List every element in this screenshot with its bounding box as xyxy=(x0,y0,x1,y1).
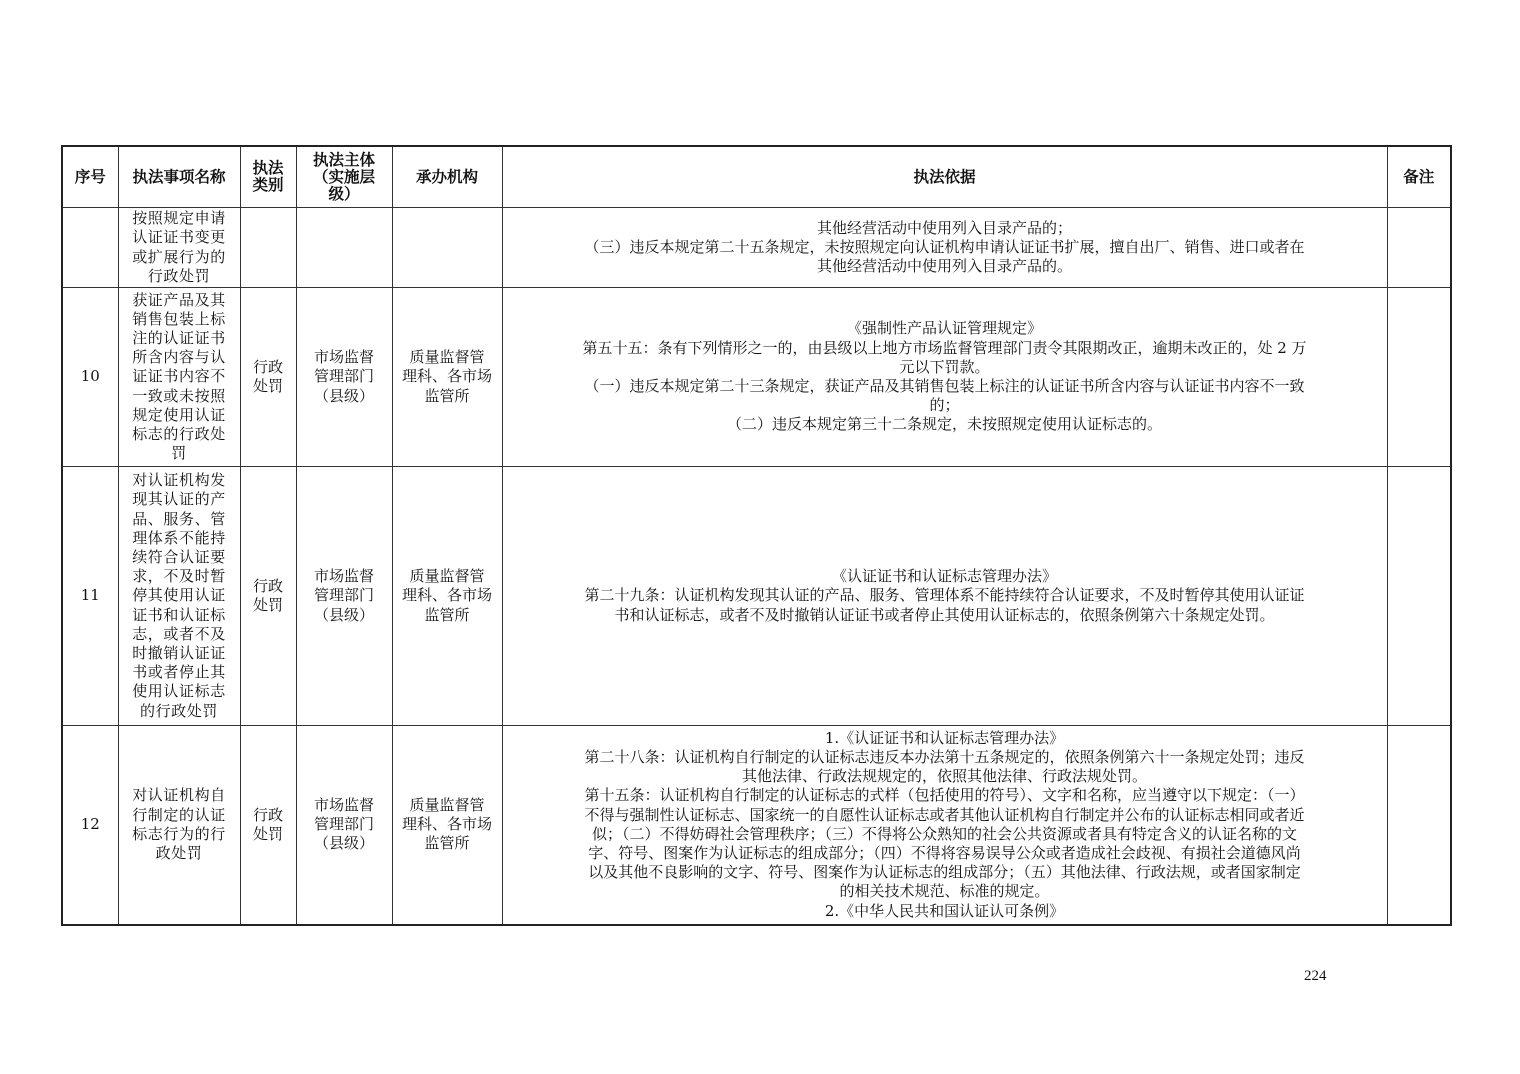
enforcement-table xyxy=(61,145,1452,926)
cell-item-name-line: 按照规定申请 xyxy=(132,209,226,228)
cell-subject xyxy=(296,467,392,726)
cell-basis-line: 其他法律、行政法规规定的，依照其他法律、行政法规处罚。 xyxy=(741,767,1147,786)
cell-item-name-line: 获证产品及其 xyxy=(132,290,226,309)
header-organ: 承办机构 xyxy=(392,146,502,208)
cell-item-name xyxy=(118,726,240,925)
cell-subject-line: 市场监督 xyxy=(313,348,374,367)
cell-subject xyxy=(296,288,392,467)
cell-category-line: 处罚 xyxy=(252,377,283,395)
cell-basis-line: 字、符号、图案作为认证标志的组成部分；（四）不得将容易误导公众或者造成社会歧视、有损社会道德风尚 xyxy=(588,843,1301,862)
page-number: 224 xyxy=(1304,968,1327,984)
header-basis: 执法依据 xyxy=(502,146,1387,208)
cell-item-name-line: 标志行为的行 xyxy=(132,824,226,843)
table-row xyxy=(62,288,1451,467)
cell-remark xyxy=(1387,467,1451,726)
cell-remark xyxy=(1387,726,1451,925)
cell-subject-line: （县级） xyxy=(313,834,374,853)
cell-basis-line: 第二十九条：认证机构发现其认证的产品、服务、管理体系不能持续符合认证要求，不及时暂停其使用认证证 xyxy=(584,586,1305,605)
cell-organ-line: 质量监督管 xyxy=(409,348,485,367)
cell-subject-line: 管理部门 xyxy=(313,367,374,386)
cell-subject xyxy=(296,726,392,925)
cell-item-name-line: 书或者停止其 xyxy=(132,663,226,682)
cell-seq: 11 xyxy=(62,467,118,726)
cell-organ-line: 理科、各市场 xyxy=(401,815,492,834)
cell-subject xyxy=(296,208,392,288)
cell-subject-line: 管理部门 xyxy=(313,815,374,834)
cell-item-name-line: 一致或未按照 xyxy=(132,386,226,405)
cell-basis-line: 其他经营活动中使用列入目录产品的； xyxy=(816,218,1072,237)
cell-organ-line: 理科、各市场 xyxy=(401,586,492,605)
cell-organ-line: 监管所 xyxy=(424,605,470,624)
cell-category-line: 处罚 xyxy=(252,824,283,843)
cell-organ-line: 质量监督管 xyxy=(409,567,485,586)
cell-item-name-line: 标志的行政处 xyxy=(132,425,226,443)
cell-basis xyxy=(502,288,1387,467)
cell-basis-line: 《认证证书和认证标志管理办法》 xyxy=(831,567,1057,586)
cell-item-name-line: 注的认证证书 xyxy=(132,328,226,347)
cell-organ xyxy=(392,467,502,726)
cell-item-name-line: 所含内容与认 xyxy=(132,348,226,367)
cell-subject-line: （县级） xyxy=(313,605,374,624)
cell-item-name-line: 行制定的认证 xyxy=(132,805,226,824)
cell-basis xyxy=(502,208,1387,288)
cell-basis-line: 《强制性产品认证管理规定》 xyxy=(846,319,1042,338)
cell-basis xyxy=(502,726,1387,925)
cell-item-name xyxy=(118,208,240,288)
table-row xyxy=(62,208,1451,288)
header-item-name: 执法事项名称 xyxy=(118,146,240,208)
cell-basis-line: 的； xyxy=(929,396,960,415)
cell-item-name-line: 政处罚 xyxy=(155,843,203,862)
cell-category xyxy=(240,467,296,726)
cell-item-name-line: 续符合认证要 xyxy=(132,547,226,566)
cell-item-name-line: 品、服务、管 xyxy=(132,509,226,528)
cell-subject-line: 市场监督 xyxy=(313,567,374,586)
cell-item-name-line: 证证书内容不 xyxy=(132,367,226,386)
header-remark: 备注 xyxy=(1387,146,1451,208)
cell-item-name-line: 理体系不能持 xyxy=(132,528,226,547)
cell-item-name-line: 对认证机构自 xyxy=(132,786,226,805)
cell-basis-line: 不得与强制性认证标志、国家统一的自愿性认证标志或者其他认证机构自行制定并公布的认证标志相同或者近 xyxy=(584,805,1305,824)
header-row xyxy=(62,146,1451,208)
cell-category-line: 行政 xyxy=(252,576,283,595)
cell-item-name-line: 规定使用认证 xyxy=(132,405,226,424)
cell-item-name-line: 志，或者不及 xyxy=(132,624,226,643)
cell-basis-line: （三）违反本规定第二十五条规定，未按照规定向认证机构申请认证证书扩展，擅自出厂、销售、进口或者在 xyxy=(584,237,1305,256)
cell-basis-line: 的相关技术规范、标准的规定。 xyxy=(839,882,1050,901)
header-seq: 序号 xyxy=(62,146,118,208)
cell-item-name-line: 的行政处罚 xyxy=(139,701,218,720)
cell-remark xyxy=(1387,208,1451,288)
cell-item-name-line: 停其使用认证 xyxy=(132,586,226,605)
cell-item-name-line: 销售包装上标 xyxy=(132,309,226,328)
cell-item-name-line: 认证证书变更 xyxy=(132,228,226,247)
cell-basis-line: 元以下罚款。 xyxy=(899,357,990,376)
cell-subject-line: 市场监督 xyxy=(313,795,374,814)
cell-basis-line: 以及其他不良影响的文字、符号、图案作为认证标志的组成部分；（五）其他法律、行政法规，或者国家制定 xyxy=(588,863,1301,882)
cell-category xyxy=(240,208,296,288)
cell-category-line: 处罚 xyxy=(252,596,283,614)
cell-item-name-line: 或扩展行为的 xyxy=(132,247,226,266)
table-row xyxy=(62,467,1451,726)
cell-basis-line: （一）违反本规定第二十三条规定，获证产品及其销售包装上标注的认证证书所含内容与认证证书内容不一致 xyxy=(584,377,1305,395)
cell-item-name xyxy=(118,288,240,467)
cell-subject-line: 管理部门 xyxy=(313,586,374,605)
cell-item-name-line: 使用认证标志 xyxy=(132,682,226,701)
cell-basis-line: 1.《认证证书和认证标志管理办法》 xyxy=(824,728,1065,747)
cell-basis-line: 第十五条：认证机构自行制定的认证标志的式样（包括使用的符号）、文字和名称，应当遵守以下规定：（一） xyxy=(584,786,1305,805)
cell-organ xyxy=(392,726,502,925)
cell-item-name xyxy=(118,467,240,726)
cell-organ-line: 监管所 xyxy=(424,834,470,853)
cell-basis xyxy=(502,467,1387,726)
cell-seq: 12 xyxy=(62,726,118,925)
cell-remark xyxy=(1387,288,1451,467)
header-category: 执法 类别 xyxy=(240,146,296,208)
cell-subject-line: （县级） xyxy=(313,386,374,405)
cell-organ-line: 监管所 xyxy=(424,386,470,405)
cell-seq: 10 xyxy=(62,288,118,467)
cell-category-line: 行政 xyxy=(252,805,283,824)
cell-basis-line: 第五十五：条有下列情形之一的，由县级以上地方市场监督管理部门责令其限期改正，逾期未改正的，处 2 万 xyxy=(582,338,1307,357)
cell-category-line: 行政 xyxy=(252,357,283,376)
cell-item-name-line: 行政处罚 xyxy=(147,266,211,285)
cell-item-name-line: 罚 xyxy=(171,444,187,463)
cell-item-name-line: 求，不及时暂 xyxy=(132,567,226,586)
cell-basis-line: 似；（二）不得妨碍社会管理秩序；（三）不得将公众熟知的社会公共资源或者具有特定含义的认证名称的文 xyxy=(591,824,1297,843)
cell-basis-line: 书和认证标志，或者不及时撤销认证证书或者停止其使用认证标志的，依照条例第六十条规定处罚。 xyxy=(614,605,1275,624)
table-row xyxy=(62,726,1451,925)
header-subject: 执法主体 （实施层 级） xyxy=(296,146,392,208)
cell-seq xyxy=(62,208,118,288)
cell-item-name-line: 时撤销认证证 xyxy=(132,644,226,662)
cell-basis-line: 其他经营活动中使用列入目录产品的。 xyxy=(816,257,1072,276)
cell-category xyxy=(240,288,296,467)
cell-basis-line: 2.《中华人民共和国认证认可条例》 xyxy=(824,901,1065,920)
cell-basis-line: （二）违反本规定第三十二条规定，未按照规定使用认证标志的。 xyxy=(726,415,1162,434)
cell-item-name-line: 对认证机构发 xyxy=(132,471,226,490)
cell-organ xyxy=(392,208,502,288)
cell-organ-line: 理科、各市场 xyxy=(401,367,492,386)
cell-category xyxy=(240,726,296,925)
cell-item-name-line: 现其认证的产 xyxy=(132,490,226,509)
cell-item-name-line: 证书和认证标 xyxy=(132,605,226,624)
cell-organ xyxy=(392,288,502,467)
cell-basis-line: 第二十八条：认证机构自行制定的认证标志违反本办法第十五条规定的，依照条例第六十一条规定处罚；违反 xyxy=(584,747,1305,766)
cell-organ-line: 质量监督管 xyxy=(409,795,485,814)
